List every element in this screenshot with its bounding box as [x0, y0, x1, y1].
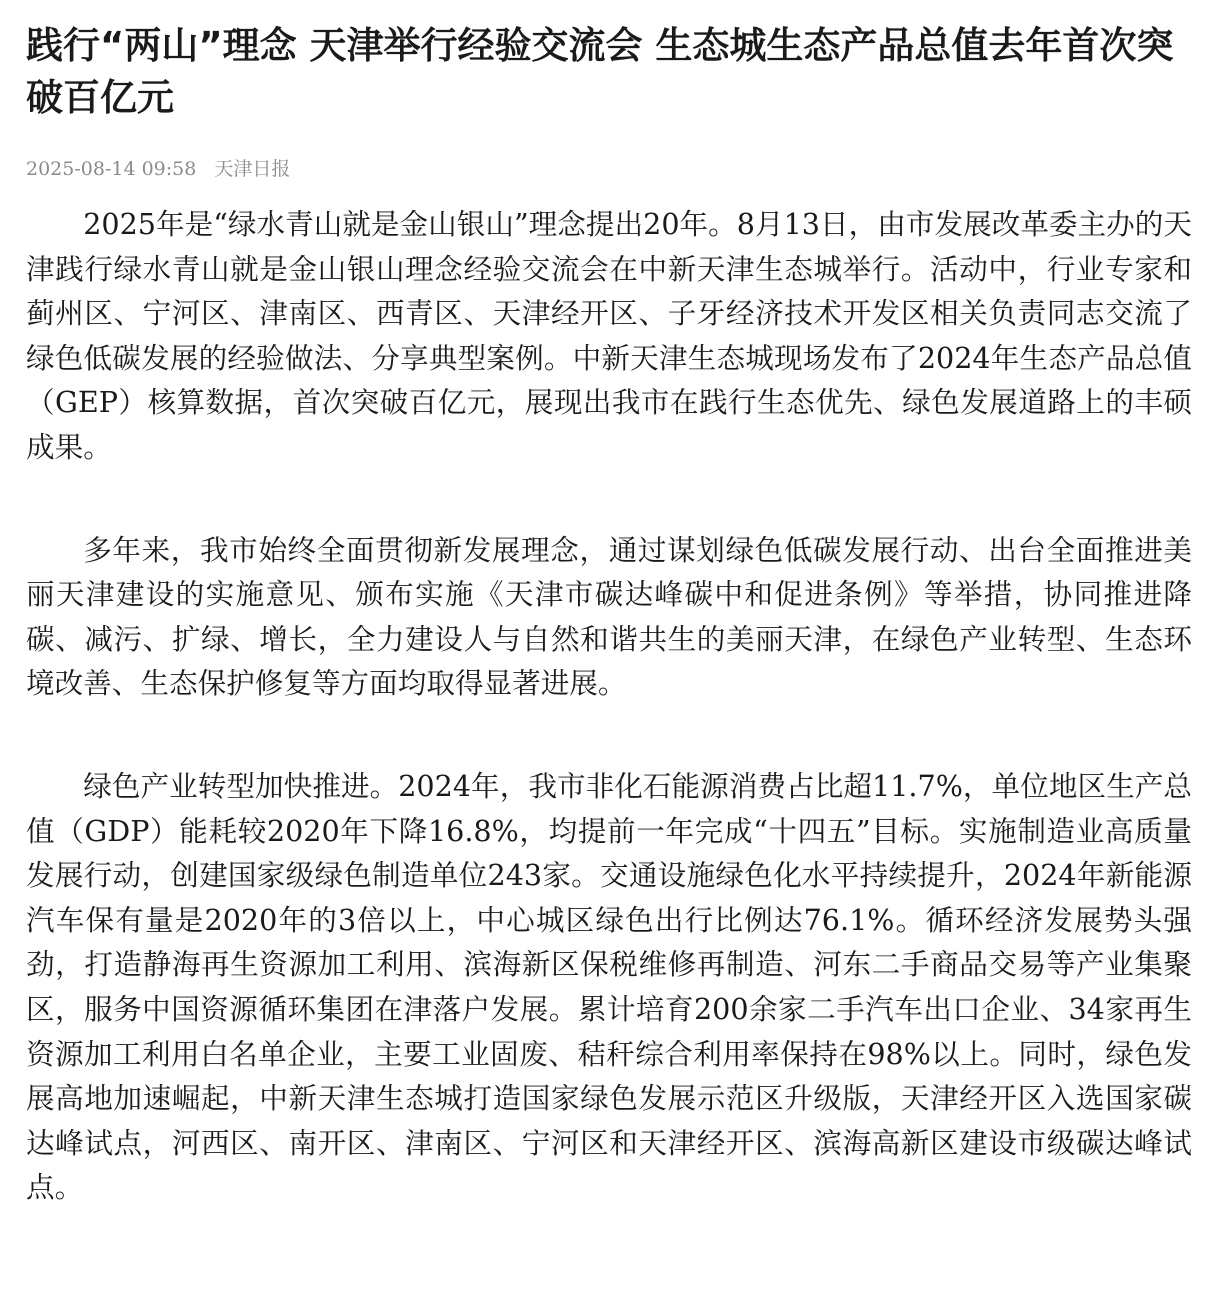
source-name: 天津日报 [214, 158, 291, 180]
article [26, 0, 1192, 1210]
paragraph-1: 2025年是“绿水青山就是金山银山”理念提出20年。8月13日，由市发展改革委主办的天津践行绿水青山就是金山银山理念经验交流会在中新天津生态城举行。活动中，行业专家和蓟州区、宁河区、津南区、西青区、天津经开区、子牙经济技术开发区相关负责同志交流了绿色低碳发展的经验做法、分享典型案例。中新天津生态城现场发布了2024年生态产品总值（GEP）核算数据，首次突破百亿元，展现出我市在践行生态优先、绿色发展道路上的丰硕成果。 [26, 207, 1192, 464]
article-title: 践行“两山”理念 天津举行经验交流会 生态城生态产品总值去年首次突破百亿元 [26, 24, 1174, 119]
publish-datetime: 2025-08-14 09:58 [26, 158, 197, 180]
paragraph-2: 多年来，我市始终全面贯彻新发展理念，通过谋划绿色低碳发展行动、出台全面推进美丽天津建设的实施意见、颁布实施《天津市碳达峰碳中和促进条例》等举措，协同推进降碳、减污、扩绿、增长，全力建设人与自然和谐共生的美丽天津，在绿色产业转型、生态环境改善、生态保护修复等方面均取得显著进展。 [26, 532, 1192, 701]
paragraph-3: 绿色产业转型加快推进。2024年，我市非化石能源消费占比超11.7%，单位地区生产总值（GDP）能耗较2020年下降16.8%，均提前一年完成“十四五”目标。实施制造业高质量发展行动，创建国家级绿色制造单位243家。交通设施绿色化水平持续提升，2024年新能源汽车保有量是2020年的3倍以上，中心城区绿色出行比例达76.1%。循环经济发展势头强劲，打造静海再生资源加工利用、滨海新区保税维修再制造、河东二手商品交易等产业集聚区，服务中国资源循环集团在津落户发展。累计培育200余家二手汽车出口企业、34家再生资源加工利用白名单企业，主要工业固废、秸秆综合利用率保持在98%以上。同时，绿色发展高地加速崛起，中新天津生态城打造国家绿色发展示范区升级版，天津经开区入选国家碳达峰试点，河西区、南开区、津南区、宁河区和天津经开区、滨海高新区建设市级碳达峰试点。 [26, 768, 1192, 1205]
article-meta [26, 156, 1192, 182]
